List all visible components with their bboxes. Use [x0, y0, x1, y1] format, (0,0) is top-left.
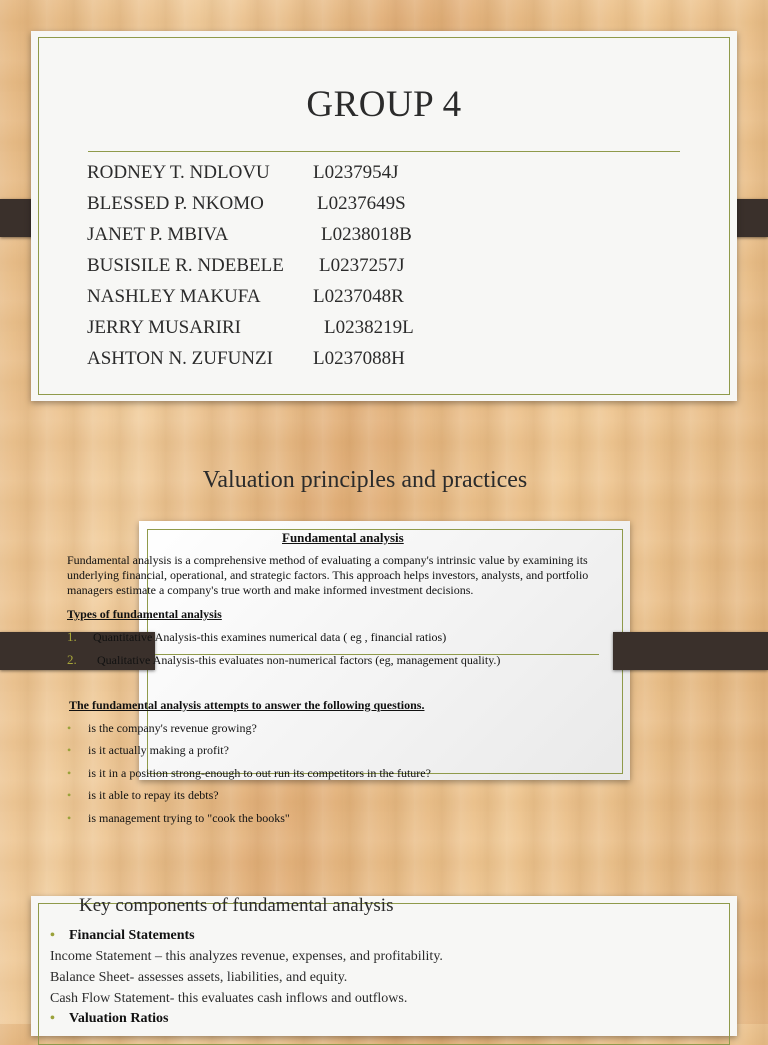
body-line: Income Statement – this analyzes revenue, expenses, and profitability.	[50, 949, 443, 964]
member-name: JANET P. MBIVA	[87, 224, 229, 245]
member-id: L0237088H	[313, 348, 405, 369]
member-name: ASHTON N. ZUFUNZI	[87, 348, 273, 369]
list-item	[67, 788, 219, 803]
member-id: L0237048R	[313, 286, 404, 307]
list-item	[50, 928, 195, 944]
member-id: L0237257J	[319, 255, 405, 276]
list-text: is it able to repay its debts?	[88, 788, 219, 802]
body-line: Cash Flow Statement- this evaluates cash inflows and outflows.	[50, 991, 408, 1006]
slide-title: GROUP 4	[306, 84, 462, 125]
list-text: is it actually making a profit?	[88, 743, 229, 757]
section-heading: Fundamental analysis	[282, 530, 404, 545]
member-id: L0238018B	[321, 224, 412, 245]
list-item	[50, 1011, 168, 1027]
list-text: Quantitative Analysis-this examines numerical data ( eg , financial ratios)	[93, 630, 447, 644]
body-line: Balance Sheet- assesses assets, liabilities, and equity.	[50, 970, 348, 985]
bullet-icon: •	[67, 743, 72, 757]
list-number: 2.	[67, 652, 77, 667]
member-name: RODNEY T. NDLOVU	[87, 162, 270, 183]
types-heading: Types of fundamental analysis	[67, 607, 222, 621]
list-item	[67, 766, 431, 781]
member-row	[87, 317, 647, 348]
list-text: is the company's revenue growing?	[88, 721, 257, 735]
bullet-icon: •	[67, 721, 72, 735]
title-divider	[88, 151, 680, 152]
member-row	[87, 348, 647, 379]
member-name: NASHLEY MAKUFA	[87, 286, 261, 307]
list-text: is management trying to "cook the books"	[88, 811, 290, 825]
list-text: is it in a position strong-enough to out run its competitors in the future?	[88, 766, 431, 780]
list-text: Financial Statements	[69, 928, 195, 943]
slide-title: Key components of fundamental analysis	[79, 895, 394, 916]
bullet-icon: •	[67, 811, 72, 825]
bullet-icon: •	[67, 788, 72, 802]
list-item	[67, 811, 290, 826]
list-number: 1.	[67, 629, 77, 644]
bullet-icon: •	[50, 928, 55, 943]
slide-title: Valuation principles and practices	[202, 467, 528, 493]
questions-heading: The fundamental analysis attempts to answer the following questions.	[69, 698, 425, 712]
bullet-icon: •	[67, 766, 72, 780]
member-row	[87, 255, 647, 286]
member-name: BUSISILE R. NDEBELE	[87, 255, 284, 276]
member-row	[87, 162, 647, 193]
member-id: L0238219L	[324, 317, 414, 338]
list-item	[67, 743, 229, 758]
list-item	[67, 721, 257, 736]
list-text: Valuation Ratios	[69, 1011, 169, 1026]
member-row	[87, 286, 647, 317]
body-paragraph: Fundamental analysis is a comprehensive method of evaluating a company's intrinsic value by examining its underlying financial, operational, and strategic factors. This approach helps investors, analysts, and portfolio managers estimate a company's true worth and make informed investment decisions.	[67, 553, 589, 597]
member-id: L0237649S	[317, 193, 406, 214]
member-name: JERRY MUSARIRI	[87, 317, 241, 338]
member-row	[87, 224, 647, 255]
member-row	[87, 193, 647, 224]
bullet-icon: •	[50, 1011, 55, 1026]
member-id: L0237954J	[313, 162, 399, 183]
slide-group-members	[31, 31, 737, 401]
member-list	[87, 162, 647, 379]
list-item	[67, 629, 446, 645]
list-text: Qualitative Analysis-this evaluates non-numerical factors (eg, management quality.)	[97, 653, 501, 667]
member-name: BLESSED P. NKOMO	[87, 193, 264, 214]
list-item	[67, 652, 500, 668]
side-tab-right-2	[613, 632, 768, 670]
